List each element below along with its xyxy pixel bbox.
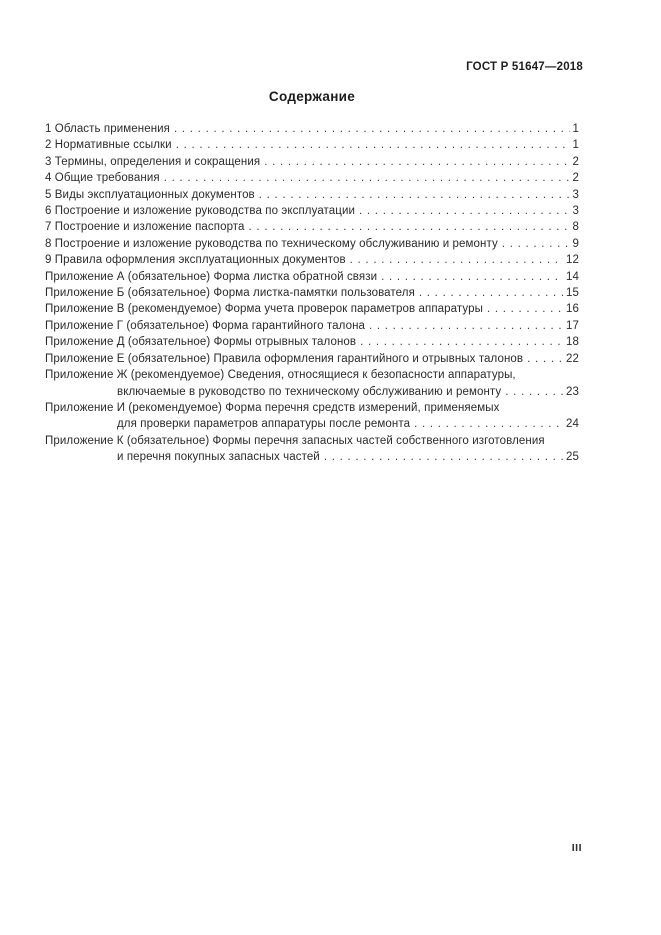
toc-entry-page: 2 <box>572 172 579 185</box>
toc-entry <box>45 187 579 203</box>
toc-entry-text: Приложение В (рекомендуемое) Форма учета проверок параметров аппаратуры <box>45 303 483 316</box>
toc-entry <box>45 219 579 235</box>
toc-leader-dots <box>249 219 570 235</box>
toc-entry <box>45 384 579 400</box>
toc-entry <box>45 170 579 186</box>
toc-entry-text: Приложение И (рекомендуемое) Форма перечня средств измерений, применяемых <box>45 401 500 414</box>
toc-entry <box>45 154 579 170</box>
toc-entry-page: 12 <box>566 254 579 267</box>
toc-entry-page: 23 <box>566 385 579 398</box>
toc-entry-text: Приложение Ж (рекомендуемое) Сведения, относящиеся к безопасности аппаратуры, <box>45 369 516 382</box>
toc-entry-page: 3 <box>572 188 579 201</box>
toc-entry-page: 1 <box>572 139 579 152</box>
toc-entry <box>45 400 579 416</box>
toc-entry <box>45 351 579 367</box>
toc-entry-page: 3 <box>572 205 579 218</box>
toc-entry-page: 18 <box>566 336 579 349</box>
toc-leader-dots <box>174 121 569 137</box>
toc-entry-page: 15 <box>566 287 579 300</box>
toc-leader-dots <box>487 301 563 317</box>
footer-page-number: III <box>571 842 582 854</box>
toc-entry <box>45 236 579 252</box>
toc-entry-text: 5 Виды эксплуатационных документов <box>45 188 255 201</box>
toc-entry-page: 16 <box>566 303 579 316</box>
document-standard-code: ГОСТ Р 51647—2018 <box>466 61 583 73</box>
toc-leader-dots <box>369 318 563 334</box>
page-title: Содержание <box>268 89 356 104</box>
toc-entry-text: 9 Правила оформления эксплуатационных документов <box>45 254 346 267</box>
toc-entry <box>45 334 579 350</box>
toc-entry-text: 8 Построение и изложение руководства по техническому обслуживанию и ремонту <box>45 237 498 250</box>
toc-entry-page: 2 <box>572 155 579 168</box>
toc-entry-text: 6 Построение и изложение руководства по эксплуатации <box>45 205 356 218</box>
toc-leader-dots <box>381 269 563 285</box>
toc-leader-dots <box>324 449 563 465</box>
toc-entry-text: 4 Общие требования <box>45 172 160 185</box>
toc-entry-page: 24 <box>566 418 579 431</box>
toc-entry <box>45 449 579 465</box>
toc-entry-page: 1 <box>572 123 579 135</box>
toc-leader-dots <box>414 416 563 432</box>
toc-entry-text: Приложение Б (обязательное) Форма листка-памятки пользователя <box>45 287 415 300</box>
toc-entry-text: 7 Построение и изложение паспорта <box>45 221 245 234</box>
toc-leader-dots <box>259 187 570 203</box>
toc-entry-text: и перечня покупных запасных частей <box>117 451 320 464</box>
toc-leader-dots <box>505 384 563 400</box>
toc-list <box>45 121 579 466</box>
toc-entry-text: Приложение Г (обязательное) Форма гарантийного талона <box>45 319 366 332</box>
toc-entry <box>45 433 579 449</box>
toc-entry-text: включаемые в руководство по техническому обслуживанию и ремонту <box>117 385 502 398</box>
toc-entry-text: Приложение К (обязательное) Формы перечня запасных частей собственного изготовления <box>45 434 545 447</box>
toc-entry-text: Приложение Е (обязательное) Правила оформления гарантийного и отрывных талонов <box>45 352 524 365</box>
toc-entry-page: 14 <box>566 270 579 283</box>
toc-entry <box>45 121 579 137</box>
toc-leader-dots <box>350 252 563 268</box>
toc-entry <box>45 416 579 432</box>
toc-entry-page: 8 <box>572 221 579 234</box>
toc-entry <box>45 137 579 153</box>
toc-leader-dots <box>419 285 563 301</box>
toc-entry <box>45 301 579 317</box>
toc-leader-dots <box>527 351 563 367</box>
toc-entry-text: Приложение А (обязательное) Форма листка обратной связи <box>45 270 378 283</box>
toc-leader-dots <box>176 137 570 153</box>
toc-entry-page: 22 <box>566 352 579 365</box>
toc-entry-text: для проверки параметров аппаратуры после ремонта <box>117 418 411 431</box>
toc-entry <box>45 367 579 383</box>
toc-entry <box>45 203 579 219</box>
toc-entry <box>45 285 579 301</box>
toc-leader-dots <box>164 170 570 186</box>
toc-entry-text: Приложение Д (обязательное) Формы отрывных талонов <box>45 336 357 349</box>
toc-leader-dots <box>360 334 563 350</box>
toc-entry <box>45 318 579 334</box>
toc-entry <box>45 252 579 268</box>
toc-leader-dots <box>502 236 570 252</box>
toc-entry-page: 17 <box>566 319 579 332</box>
toc-entry-text: 2 Нормативные ссылки <box>45 139 172 152</box>
toc-entry-text: 3 Термины, определения и сокращения <box>45 155 261 168</box>
toc-leader-dots <box>264 154 569 170</box>
toc-entry-page: 9 <box>572 237 579 250</box>
toc-leader-dots <box>359 203 569 219</box>
toc-entry <box>45 269 579 285</box>
toc-entry-text: 1 Область применения <box>45 123 171 135</box>
toc-entry-page: 25 <box>566 451 579 464</box>
